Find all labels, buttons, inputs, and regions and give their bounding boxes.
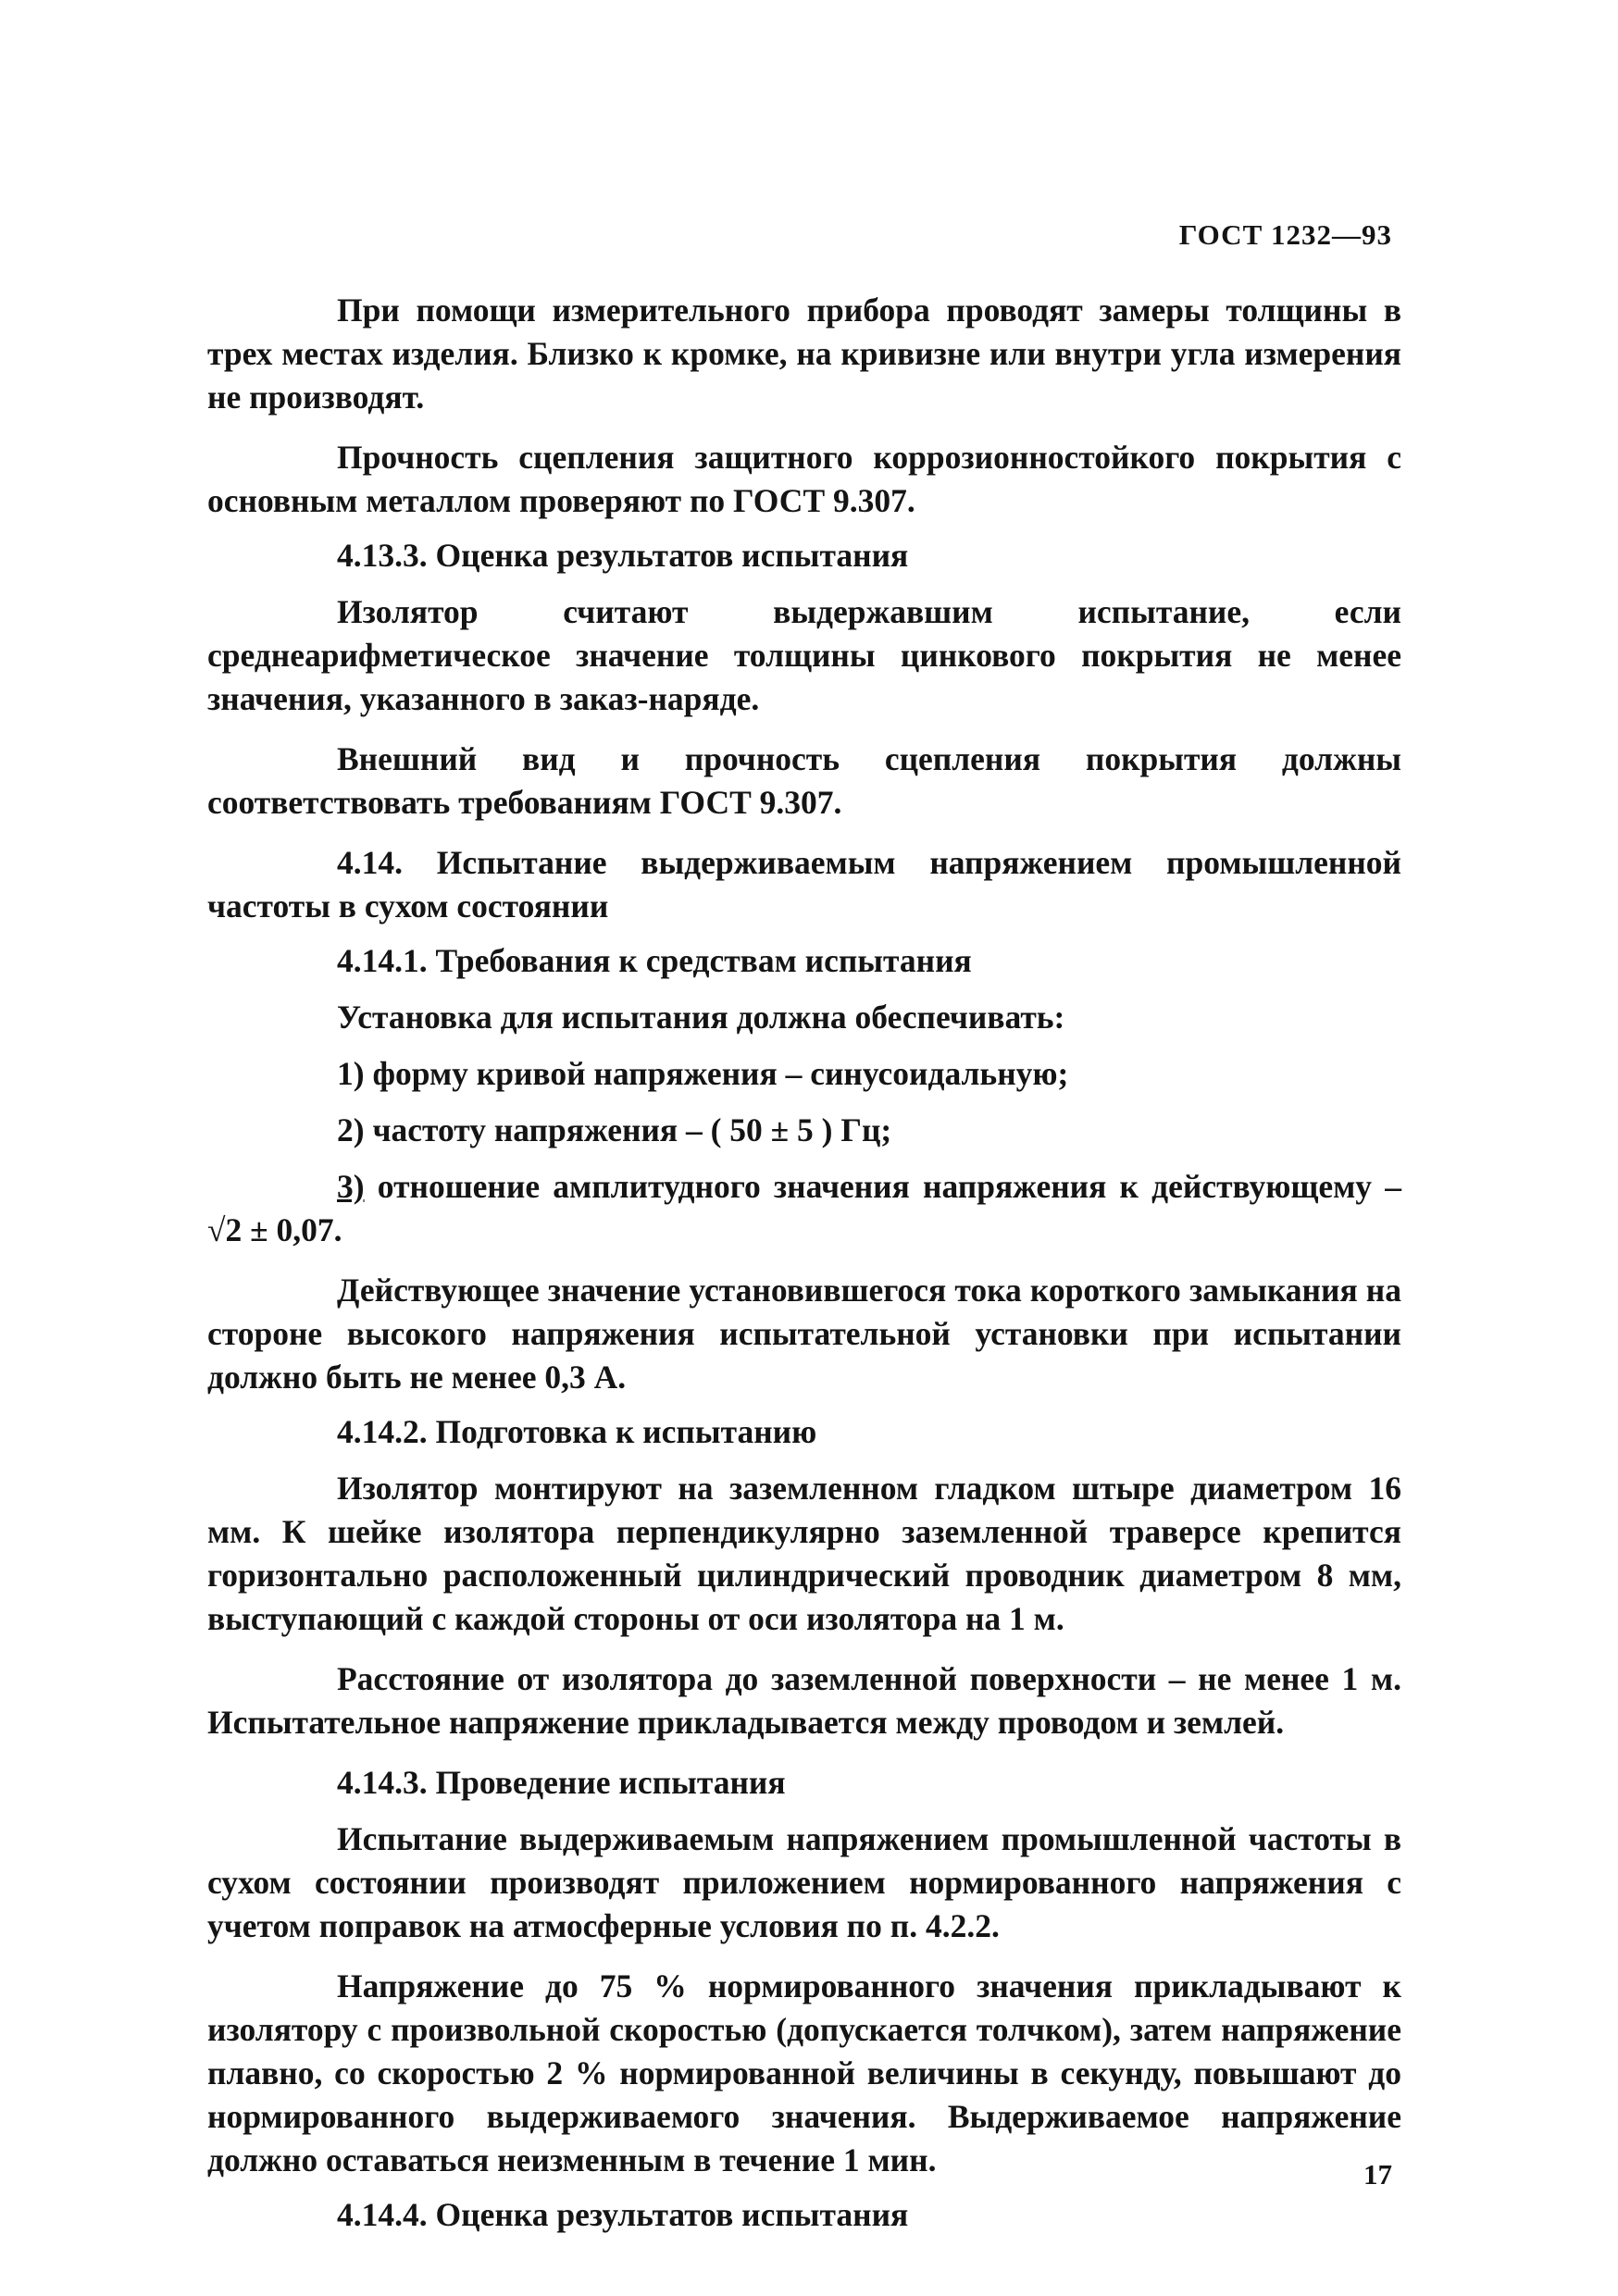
- list-item-amplitude-ratio: [207, 1165, 1401, 1252]
- paragraph-adhesion-check: Прочность сцепления защитного коррозионностойкого покрытия с основным металлом проверяют по ГОСТ 9.307.: [207, 439, 1401, 519]
- page-number: 17: [1363, 2158, 1392, 2191]
- section-heading-4-13-3: 4.13.3. Оценка результатов испытания: [337, 537, 909, 574]
- paragraph-test-procedure: Испытание выдерживаемым напряжением промышленной частоты в сухом состоянии производят приложением нормированного напряжения с учетом поправок на атмосферные условия по п. 4.2.2.: [207, 1820, 1401, 1944]
- paragraph-thickness-measurement: При помощи измерительного прибора проводят замеры толщины в трех местах изделия. Близко к кромке, на кривизне или внутри угла измерения не производят.: [207, 292, 1401, 416]
- paragraph-short-circuit-current: Действующее значение установившегося тока короткого замыкания на стороне высокого напряжения испытательной установки при испытании должно быть не менее 0,3 А.: [207, 1272, 1401, 1396]
- document-body: [207, 289, 1401, 2250]
- section-heading-4-14: 4.14. Испытание выдерживаемым напряжением промышленной частоты в сухом состоянии: [207, 844, 1401, 925]
- paragraph-distance-to-ground: Расстояние от изолятора до заземленной поверхности – не менее 1 м. Испытательное напряжение прикладывается между проводом и землей.: [207, 1660, 1401, 1741]
- paragraph-zinc-coating-result: Изолятор считают выдержавшим испытание, если среднеарифметическое значение толщины цинкового покрытия не менее значения, указанного в заказ-наряде.: [207, 593, 1401, 717]
- section-heading-4-14-4: 4.14.4. Оценка результатов испытания: [337, 2196, 909, 2233]
- paragraph-mounting: Изолятор монтируют на заземленном гладком штыре диаметром 16 мм. К шейке изолятора перпендикулярно заземленной траверсе крепится горизонтально расположенный цилиндрический проводник диаметром 8 мм, выступающий с каждой стороны от оси изолятора на 1 м.: [207, 1470, 1401, 1637]
- paragraph-appearance-requirements: Внешний вид и прочность сцепления покрытия должны соответствовать требованиям ГОСТ 9.307.: [207, 740, 1401, 821]
- section-heading-4-14-1: 4.14.1. Требования к средствам испытания: [337, 942, 972, 979]
- section-heading-4-14-3: 4.14.3. Проведение испытания: [337, 1764, 786, 1801]
- standard-designation: ГОСТ 1232—93: [1178, 218, 1392, 251]
- list-marker-three: 3): [337, 1168, 365, 1205]
- paragraph-voltage-ramp: Напряжение до 75 % нормированного значения прикладывают к изолятору с произвольной скоростью (допускается толчком), затем напряжение плавно, со скоростью 2 % нормированной величины в секунду, повышают до нормированного выдерживаемого значения. Выдерживаемое напряжение должно оставаться неизменным в течение 1 мин.: [207, 1967, 1401, 2178]
- section-heading-4-14-2: 4.14.2. Подготовка к испытанию: [337, 1413, 817, 1450]
- list-item-amplitude-ratio-text: отношение амплитудного значения напряжения к действующему – √2 ± 0,07.: [207, 1168, 1401, 1248]
- list-item-waveform: 1) форму кривой напряжения – синусоидальную;: [337, 1055, 1069, 1092]
- list-item-frequency: 2) частоту напряжения – ( 50 ± 5 ) Гц;: [337, 1111, 892, 1148]
- paragraph-setup-requirements: Установка для испытания должна обеспечивать:: [337, 999, 1065, 1036]
